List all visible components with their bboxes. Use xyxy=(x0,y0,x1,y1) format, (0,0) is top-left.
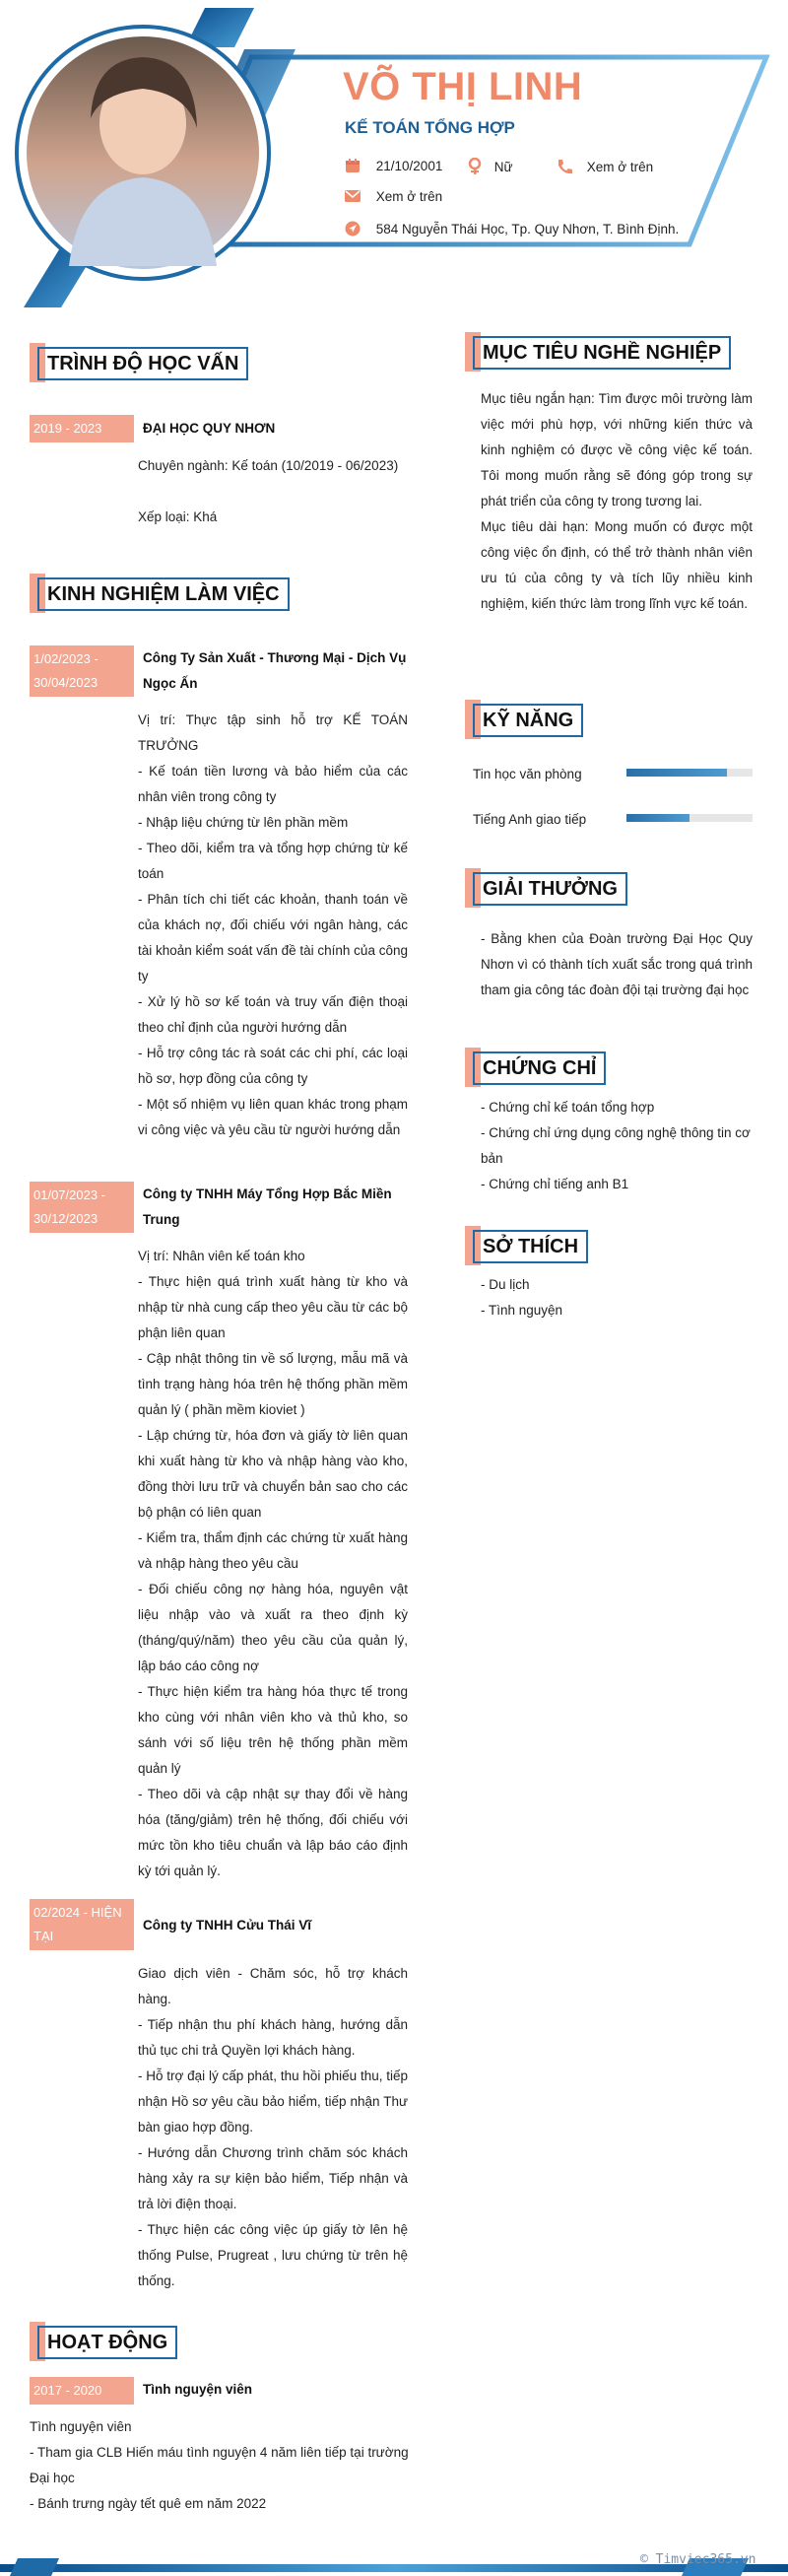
gender-value: Nữ xyxy=(493,160,513,175)
job-detail: - Thực hiện kiểm tra hàng hóa thực tế trong kho cùng với nhân viên kho và thủ kho, so sánh với số liệu trên hệ thống phần mềm quản lý xyxy=(138,1684,408,1776)
job-detail: - Kiểm tra, thẩm định các chứng từ xuất hàng và nhập hàng theo yêu cầu xyxy=(138,1530,408,1571)
certificates-heading: CHỨNG CHỈ xyxy=(473,1051,606,1085)
job-detail: - Theo dõi và cập nhật sự thay đổi về hàng hóa (tăng/giảm) trên hệ thống, đối chiếu với mức tồn kho tiêu chuẩn và lập báo cáo định kỳ tới quản lý. xyxy=(138,1787,408,1878)
job-detail: - Kế toán tiền lương và bảo hiểm của các nhân viên trong công ty xyxy=(138,764,408,804)
email-value: Xem ở trên xyxy=(375,189,443,205)
certificates-list xyxy=(481,1095,753,1197)
skill-bar xyxy=(626,769,753,777)
job-title: KẾ TOÁN TỔNG HỢP xyxy=(345,118,515,137)
objective-long-term: Mục tiêu dài hạn: Mong muốn có được một công việc ổn định, có thể trở thành nhân viên ưu tú của công ty và tích lũy nhiều kinh nghiệm, kiến thức làm trong lĩnh vực kế toán. xyxy=(481,519,753,611)
job-detail: - Lập chứng từ, hóa đơn và giấy tờ liên quan khi xuất hàng từ kho và nhập hàng vào kho, đồng thời lưu trữ và chuyển bản sao cho các bộ phận có liên quan xyxy=(138,1428,408,1520)
job-detail: Vị trí: Thực tập sinh hỗ trợ KẾ TOÁN TRƯỞNG xyxy=(138,712,408,753)
job-3-company: Công ty TNHH Cửu Thái Vĩ xyxy=(143,1918,312,1932)
job-detail: - Phân tích chi tiết các khoản, thanh toán về của khách nợ, đối chiếu với ngân hàng, các tài khoản kiểm soát vấn đề tài chính của công ty xyxy=(138,892,408,983)
phone-value: Xem ở trên xyxy=(586,160,654,175)
job-detail: - Tiếp nhận thu phí khách hàng, hướng dẫn thủ tục chi trả Quyền lợi khách hàng. xyxy=(138,2017,408,2058)
job-detail: - Theo dõi, kiểm tra và tổng hợp chứng từ kế toán xyxy=(138,841,408,881)
skill-name: Tin học văn phòng xyxy=(473,767,582,781)
education-rank: Xếp loại: Khá xyxy=(138,509,218,524)
photo xyxy=(17,27,269,279)
activity-date: 2017 - 2020 xyxy=(30,2377,134,2405)
job-detail: - Xử lý hồ sơ kế toán và truy vấn điện thoại theo chỉ định của người hướng dẫn xyxy=(138,994,408,1035)
job-detail: - Đối chiếu công nợ hàng hóa, nguyên vật liệu nhập vào và xuất ra theo định kỳ (tháng/quý/năm) theo yêu cầu của quản lý, lập báo cáo công nợ xyxy=(138,1582,408,1673)
experience-heading: KINH NGHIỆM LÀM VIỆC xyxy=(37,577,290,611)
activity-title: Tình nguyện viên xyxy=(143,2382,253,2397)
job-detail: - Cập nhật thông tin về số lượng, mẫu mã và tình trạng hàng hóa trên hệ thống phần mềm quản lý ( phần mềm kioviet ) xyxy=(138,1351,408,1417)
job-2-company: Công ty TNHH Máy Tổng Hợp Bắc Miền Trung xyxy=(143,1186,392,1227)
job-detail: Giao dịch viên - Chăm sóc, hỗ trợ khách hàng. xyxy=(138,1966,408,2006)
job-detail: - Thực hiện quá trình xuất hàng từ kho và nhập từ nhà cung cấp theo yêu cầu từ các bộ phận liên quan xyxy=(138,1274,408,1340)
watermark: © Timviec365.vn xyxy=(640,2552,756,2567)
job-1-details xyxy=(138,708,408,1143)
job-detail: - Hỗ trợ đại lý cấp phát, thu hồi phiếu thu, tiếp nhận Hồ sơ yêu cầu bảo hiểm, tiếp nhận Thư bàn giao hợp đồng. xyxy=(138,2068,408,2135)
awards-text: - Bằng khen của Đoàn trường Đại Học Quy Nhơn vì có thành tích xuất sắc trong quá trình tham gia công tác đoàn đội tại trường đại học xyxy=(481,931,753,997)
job-detail: - Nhập liệu chứng từ lên phần mềm xyxy=(138,815,349,830)
skill-bar-fill xyxy=(626,769,727,777)
activities-heading: HOẠT ĐỘNG xyxy=(37,2326,177,2359)
education-date: 2019 - 2023 xyxy=(30,415,134,442)
skills-heading: KỸ NĂNG xyxy=(473,704,583,737)
location-icon xyxy=(345,221,361,239)
skill-name: Tiếng Anh giao tiếp xyxy=(473,812,587,827)
activity-line: Tình nguyện viên xyxy=(30,2419,132,2434)
job-detail: - Một số nhiệm vụ liên quan khác trong phạm vi công việc và yêu cầu từ người hướng dẫn xyxy=(138,1097,408,1137)
hobbies-heading: SỞ THÍCH xyxy=(473,1230,588,1263)
objective-short-term: Mục tiêu ngắn hạn: Tìm được môi trường làm việc mới phù hợp, với những kiến thức và kinh nghiệm có được về công việc kế toán. Tôi mong muốn rằng sẽ đóng góp trong sự phát triển của công ty trong tương lai. xyxy=(481,391,753,508)
job-1-date: 1/02/2023 - 30/04/2023 xyxy=(30,645,134,697)
job-2-date: 01/07/2023 - 30/12/2023 xyxy=(30,1182,134,1233)
education-heading: TRÌNH ĐỘ HỌC VẤN xyxy=(37,347,248,380)
job-detail: Vị trí: Nhân viên kế toán kho xyxy=(138,1249,305,1263)
certificate-item: - Chứng chỉ tiếng anh B1 xyxy=(481,1177,629,1191)
activity-line: - Tham gia CLB Hiến máu tình nguyện 4 năm liên tiếp tại trường Đại học xyxy=(30,2445,409,2485)
job-1-company: Công Ty Sản Xuất - Thương Mại - Dịch Vụ Ngọc Ấn xyxy=(143,650,407,691)
certificate-item: - Chứng chỉ ứng dụng công nghệ thông tin cơ bản xyxy=(481,1125,751,1166)
address-value: 584 Nguyễn Thái Học, Tp. Quy Nhơn, T. Bình Định. xyxy=(375,222,680,237)
education-school: ĐẠI HỌC QUY NHƠN xyxy=(143,421,276,436)
hobby-item: - Tình nguyện xyxy=(481,1303,563,1318)
hobby-item: - Du lịch xyxy=(481,1277,530,1292)
skill-bar xyxy=(626,814,753,822)
hobbies-list xyxy=(481,1272,753,1323)
phone-icon xyxy=(556,158,573,178)
activity-line: - Bánh trưng ngày tết quê em năm 2022 xyxy=(30,2496,267,2511)
email-icon xyxy=(345,189,361,206)
objective-text xyxy=(481,386,753,617)
objective-heading: MỤC TIÊU NGHỀ NGHIỆP xyxy=(473,336,731,370)
skill-bar-fill xyxy=(626,814,690,822)
job-3-date: 02/2024 - HIỆN TẠI xyxy=(30,1899,134,1950)
certificate-item: - Chứng chỉ kế toán tổng hợp xyxy=(481,1100,655,1115)
job-detail: - Hướng dẫn Chương trình chăm sóc khách hàng xảy ra sự kiện bảo hiểm, Tiếp nhận và trả lời điện thoại. xyxy=(138,2145,408,2211)
job-detail: - Thực hiện các công việc úp giấy tờ lên hệ thống Pulse, Prugreat , lưu chứng từ trên hệ thống. xyxy=(138,2222,408,2288)
calendar-icon xyxy=(345,158,361,176)
awards-heading: GIẢI THƯỞNG xyxy=(473,872,627,906)
birthday-value: 21/10/2001 xyxy=(375,159,443,174)
activity-details xyxy=(30,2414,414,2517)
job-detail: - Hỗ trợ công tác rà soát các chi phí, các loại hồ sơ, hợp đồng của công ty xyxy=(138,1046,408,1086)
education-major: Chuyên ngành: Kế toán (10/2019 - 06/2023) xyxy=(138,458,399,473)
job-2-details xyxy=(138,1244,408,1884)
candidate-name: VÕ THỊ LINH xyxy=(343,65,583,108)
job-3-details xyxy=(138,1961,408,2294)
gender-icon xyxy=(467,158,483,178)
